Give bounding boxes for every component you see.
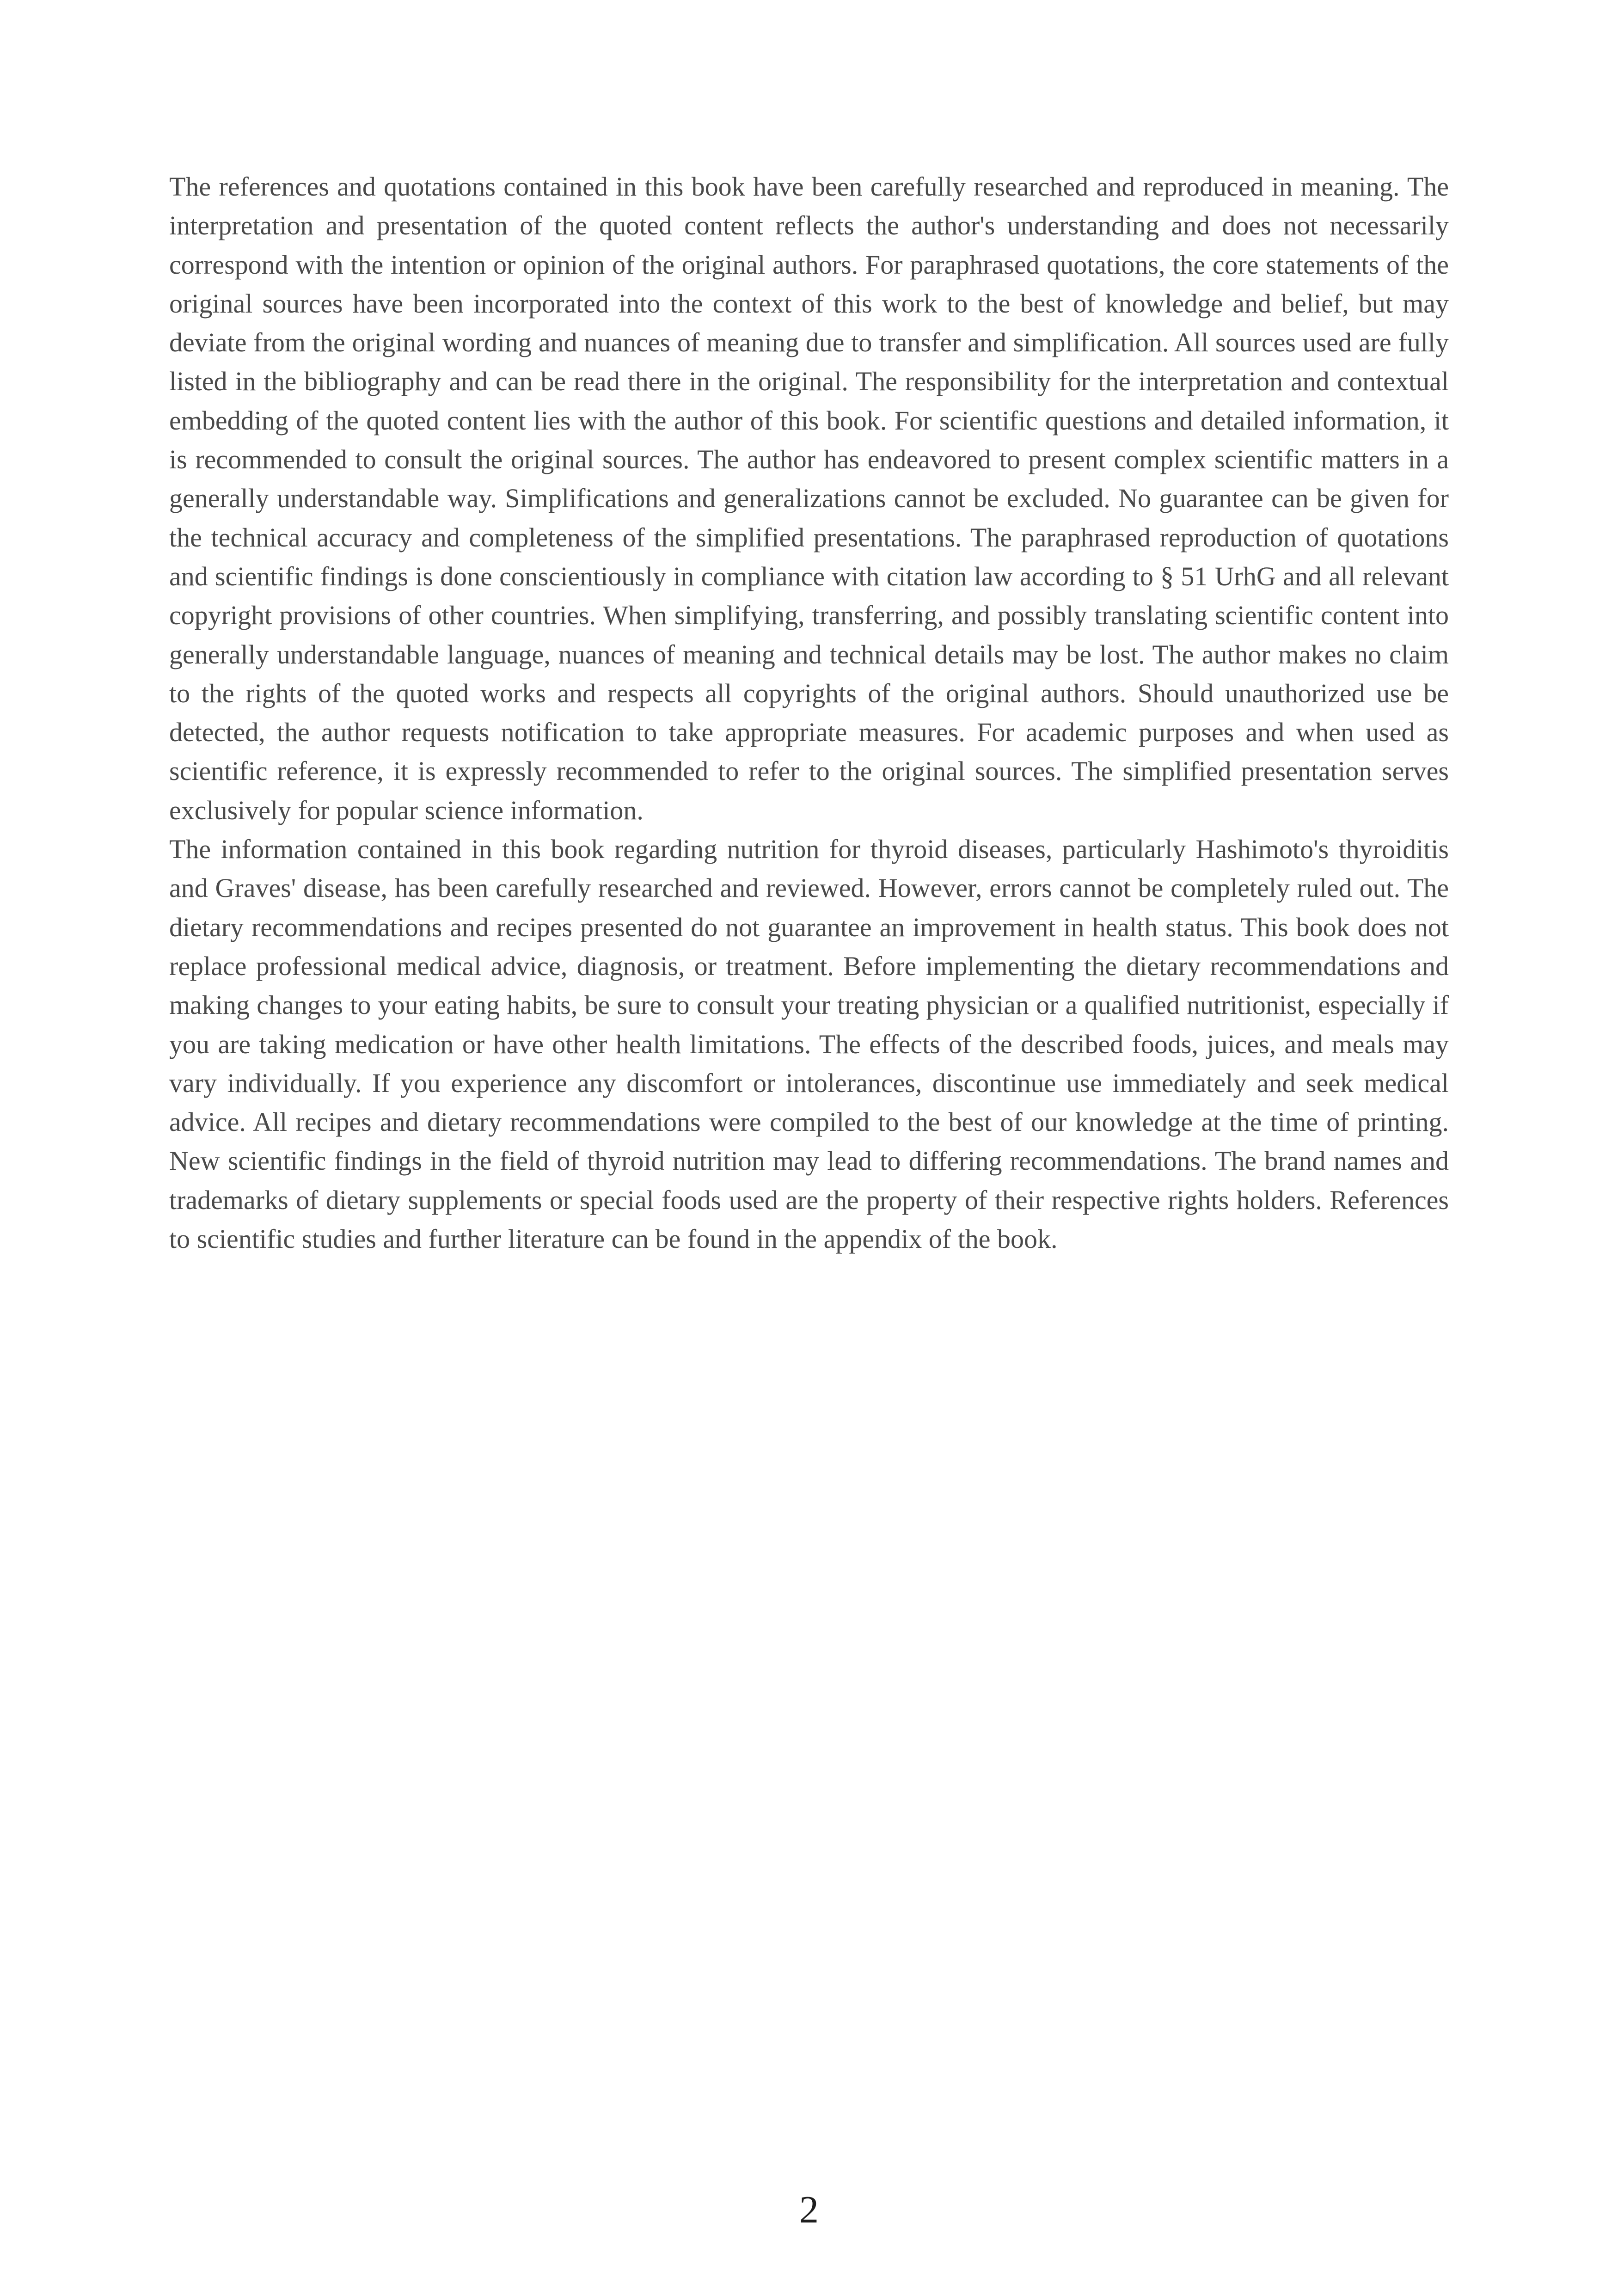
body-text [169,167,1449,1259]
page-number: 2 [799,2188,819,2231]
paragraph-medical-disclaimer: The information contained in this book regarding nutrition for thyroid diseases, particularly Hashimoto's thyroiditis and Graves' disease, has been carefully researched and reviewed. However, errors cannot be completely ruled out. The dietary recommendations and recipes presented do not guarantee an improvement in health status. This book does not replace professional medical advice, diagnosis, or treatment. Before implementing the dietary recommendations and making changes to your eating habits, be sure to consult your treating physician or a qualified nutritionist, especially if you are taking medication or have other health limitations. The effects of the described foods, juices, and meals may vary individually. If you experience any discomfort or intolerances, discontinue use immediately and seek medical advice. All recipes and dietary recommendations were compiled to the best of our knowledge at the time of printing. New scientific findings in the field of thyroid nutrition may lead to differing recommendations. The brand names and trademarks of dietary supplements or special foods used are the property of their respective rights holders. References to scientific studies and further literature can be found in the appendix of the book. [169,834,1449,1254]
paragraph-copyright-disclaimer: The references and quotations contained in this book have been carefully researched and reproduced in meaning. The interpretation and presentation of the quoted content reflects the author's understanding and does not necessarily correspond with the intention or opinion of the original authors. For paraphrased quotations, the core statements of the original sources have been incorporated into the context of this work to the best of knowledge and belief, but may deviate from the original wording and nuances of meaning due to transfer and simplification. All sources used are fully listed in the bibliography and can be read there in the original. The responsibility for the interpretation and contextual embedding of the quoted content lies with the author of this book. For scientific questions and detailed information, it is recommended to consult the original sources. The author has endeavored to present complex scientific matters in a generally understandable way. Simplifications and generalizations cannot be excluded. No guarantee can be given for the technical accuracy and completeness of the simplified presentations. The paraphrased reproduction of quotations and scientific findings is done conscientiously in compliance with citation law according to § 51 UrhG and all relevant copyright provisions of other countries. When simplifying, transferring, and possibly translating scientific content into generally understandable language, nuances of meaning and technical details may be lost. The author makes no claim to the rights of the quoted works and respects all copyrights of the original authors. Should unauthorized use be detected, the author requests notification to take appropriate measures. For academic purposes and when used as scientific reference, it is expressly recommended to refer to the original sources. The simplified presentation serves exclusively for popular science information. [169,172,1449,825]
